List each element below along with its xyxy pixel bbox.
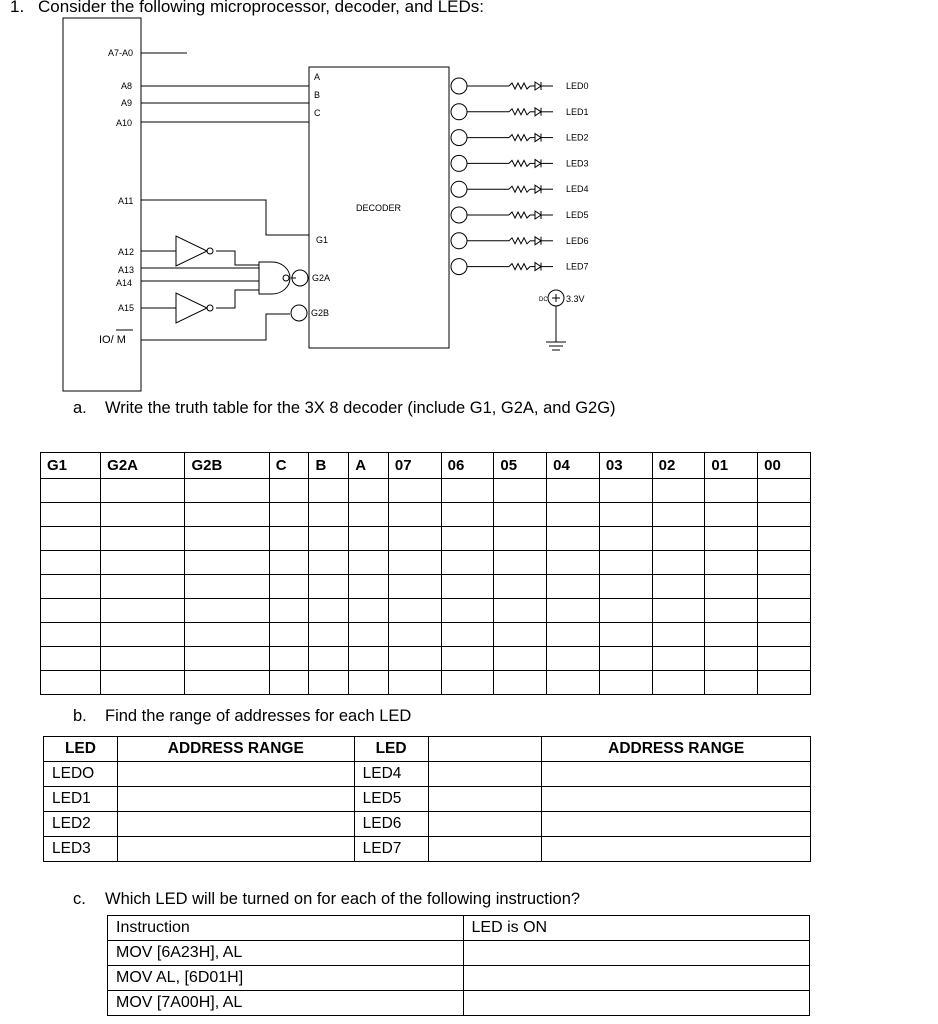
- header-address-range-left: ADDRESS RANGE: [117, 737, 354, 762]
- address-range-input[interactable]: [117, 762, 354, 787]
- instruction-table: [107, 915, 810, 1016]
- dc-label: DC: [539, 297, 548, 303]
- output-bubble: [451, 207, 467, 223]
- truth-cell-input[interactable]: [349, 527, 389, 551]
- address-range-input[interactable]: [117, 787, 354, 812]
- led-right-cell: LED7: [354, 837, 428, 862]
- decoder-in-a: A: [314, 72, 321, 82]
- part-c-letter: c.: [73, 890, 86, 908]
- truth-cell-input[interactable]: [41, 647, 101, 671]
- truth-cell-input[interactable]: [41, 479, 101, 503]
- truth-cell-input[interactable]: [494, 671, 547, 695]
- resistor-icon: [509, 238, 530, 244]
- truth-cell-input[interactable]: [547, 599, 600, 623]
- instruction-table-header: [108, 916, 810, 941]
- truth-cell-input[interactable]: [309, 551, 349, 575]
- truth-row: [41, 551, 811, 575]
- diode-icon: [535, 108, 541, 116]
- output-bubble: [451, 259, 467, 275]
- decoder-in-c: C: [314, 108, 321, 118]
- truth-cell-input[interactable]: [599, 599, 652, 623]
- blank-cell[interactable]: [428, 787, 542, 812]
- led-left-cell: LEDO: [44, 762, 118, 787]
- truth-header-04: 04: [547, 453, 600, 479]
- truth-cell-input[interactable]: [309, 623, 349, 647]
- diode-icon: [535, 263, 541, 271]
- led-row: [451, 207, 589, 223]
- truth-cell-input[interactable]: [652, 599, 705, 623]
- led-row: [451, 233, 589, 249]
- truth-cell-input[interactable]: [349, 503, 389, 527]
- truth-cell-input[interactable]: [41, 551, 101, 575]
- truth-cell-input[interactable]: [309, 479, 349, 503]
- led-right-cell: LED5: [354, 787, 428, 812]
- truth-cell-input[interactable]: [185, 575, 269, 599]
- diode-icon: [535, 159, 541, 167]
- header-instruction: Instruction: [108, 916, 464, 941]
- truth-cell-input[interactable]: [101, 479, 185, 503]
- truth-cell-input[interactable]: [101, 527, 185, 551]
- truth-cell-input[interactable]: [494, 599, 547, 623]
- part-b-letter: b.: [73, 707, 87, 725]
- truth-cell-input[interactable]: [185, 527, 269, 551]
- g2b-input-bubble: [291, 305, 307, 321]
- part-a-letter: a.: [73, 399, 87, 417]
- truth-cell-input[interactable]: [494, 623, 547, 647]
- truth-cell-input[interactable]: [547, 551, 600, 575]
- truth-cell-input[interactable]: [269, 551, 309, 575]
- led-row: [451, 104, 589, 120]
- truth-cell-input[interactable]: [758, 599, 811, 623]
- resistor-icon: [509, 264, 530, 270]
- truth-cell-input[interactable]: [652, 671, 705, 695]
- truth-header-b: B: [309, 453, 349, 479]
- and-gate: [259, 262, 290, 294]
- led-label-3: LED3: [566, 158, 589, 169]
- truth-cell-input[interactable]: [309, 647, 349, 671]
- truth-cell-input[interactable]: [758, 503, 811, 527]
- header-led-right: LED: [354, 737, 428, 762]
- truth-table: [40, 452, 811, 695]
- truth-cell-input[interactable]: [652, 647, 705, 671]
- truth-cell-input[interactable]: [705, 551, 758, 575]
- instruction-cell: MOV AL, [6D01H]: [108, 966, 464, 991]
- truth-cell-input[interactable]: [269, 527, 309, 551]
- decoder-g2a: G2A: [312, 273, 331, 283]
- truth-cell-input[interactable]: [388, 599, 441, 623]
- truth-row: [41, 623, 811, 647]
- diode-icon: [535, 237, 541, 245]
- truth-cell-input[interactable]: [269, 479, 309, 503]
- truth-cell-input[interactable]: [494, 551, 547, 575]
- truth-table-header: [41, 453, 811, 479]
- truth-cell-input[interactable]: [758, 647, 811, 671]
- truth-cell-input[interactable]: [758, 527, 811, 551]
- truth-cell-input[interactable]: [652, 623, 705, 647]
- address-range-input[interactable]: [542, 812, 811, 837]
- led-row: [451, 259, 589, 275]
- truth-header-g1: G1: [41, 453, 101, 479]
- truth-cell-input[interactable]: [441, 479, 494, 503]
- truth-cell-input[interactable]: [599, 671, 652, 695]
- pin-a15: A15: [118, 303, 135, 313]
- truth-cell-input[interactable]: [349, 551, 389, 575]
- output-bubble: [451, 104, 467, 120]
- truth-cell-input[interactable]: [599, 647, 652, 671]
- truth-cell-input[interactable]: [758, 623, 811, 647]
- inverter-a15: [176, 293, 207, 323]
- truth-cell-input[interactable]: [269, 503, 309, 527]
- truth-cell-input[interactable]: [599, 527, 652, 551]
- truth-header-00: 00: [758, 453, 811, 479]
- truth-cell-input[interactable]: [652, 575, 705, 599]
- truth-cell-input[interactable]: [547, 671, 600, 695]
- question-text: Consider the following microprocessor, decoder, and LEDs:: [38, 0, 485, 16]
- pin-a13: A13: [118, 265, 135, 275]
- diode-icon: [535, 82, 541, 90]
- part-a-text: Write the truth table for the 3X 8 decoder (include G1, G2A, and G2G): [105, 399, 616, 417]
- truth-cell-input[interactable]: [599, 575, 652, 599]
- truth-row: [41, 527, 811, 551]
- truth-cell-input[interactable]: [547, 479, 600, 503]
- address-range-input[interactable]: [542, 762, 811, 787]
- circuit-diagram: [0, 0, 938, 430]
- truth-cell-input[interactable]: [547, 527, 600, 551]
- truth-cell-input[interactable]: [547, 647, 600, 671]
- address-range-input[interactable]: [117, 812, 354, 837]
- led-answer-input[interactable]: [463, 941, 809, 966]
- truth-cell-input[interactable]: [101, 599, 185, 623]
- resistor-icon: [509, 83, 530, 89]
- truth-cell-input[interactable]: [599, 503, 652, 527]
- truth-cell-input[interactable]: [441, 671, 494, 695]
- inverters: [176, 236, 213, 323]
- truth-cell-input[interactable]: [494, 479, 547, 503]
- truth-cell-input[interactable]: [547, 623, 600, 647]
- dc-source: [546, 290, 566, 350]
- question-number: 1.: [10, 0, 25, 16]
- truth-cell-input[interactable]: [41, 599, 101, 623]
- led-row: [451, 181, 589, 197]
- truth-cell-input[interactable]: [388, 479, 441, 503]
- output-bubble: [451, 233, 467, 249]
- truth-cell-input[interactable]: [388, 551, 441, 575]
- truth-cell-input[interactable]: [185, 503, 269, 527]
- address-row: [44, 812, 811, 837]
- truth-header-05: 05: [494, 453, 547, 479]
- truth-cell-input[interactable]: [101, 647, 185, 671]
- truth-header-03: 03: [599, 453, 652, 479]
- truth-header-06: 06: [441, 453, 494, 479]
- truth-cell-input[interactable]: [349, 623, 389, 647]
- truth-cell-input[interactable]: [652, 527, 705, 551]
- led-label-5: LED5: [566, 210, 589, 220]
- truth-cell-input[interactable]: [441, 647, 494, 671]
- instruction-row: [108, 991, 810, 1016]
- truth-cell-input[interactable]: [758, 575, 811, 599]
- truth-cell-input[interactable]: [388, 671, 441, 695]
- truth-row: [41, 647, 811, 671]
- truth-cell-input[interactable]: [269, 575, 309, 599]
- truth-cell-input[interactable]: [441, 551, 494, 575]
- truth-cell-input[interactable]: [599, 479, 652, 503]
- address-table-header: [44, 737, 811, 762]
- truth-cell-input[interactable]: [441, 503, 494, 527]
- part-a-prompt: [73, 399, 616, 418]
- truth-cell-input[interactable]: [705, 623, 758, 647]
- truth-row: [41, 503, 811, 527]
- truth-cell-input[interactable]: [269, 599, 309, 623]
- truth-cell-input[interactable]: [185, 623, 269, 647]
- diode-icon: [535, 134, 541, 142]
- truth-cell-input[interactable]: [705, 479, 758, 503]
- truth-cell-input[interactable]: [388, 503, 441, 527]
- truth-cell-input[interactable]: [652, 479, 705, 503]
- led-label-2: LED2: [566, 132, 589, 143]
- led-row: [451, 155, 589, 171]
- instruction-cell: MOV [6A23H], AL: [108, 941, 464, 966]
- resistor-icon: [509, 109, 530, 115]
- truth-header-07: 07: [388, 453, 441, 479]
- truth-cell-input[interactable]: [185, 647, 269, 671]
- truth-cell-input[interactable]: [349, 671, 389, 695]
- truth-cell-input[interactable]: [101, 623, 185, 647]
- truth-cell-input[interactable]: [705, 527, 758, 551]
- truth-cell-input[interactable]: [758, 671, 811, 695]
- truth-cell-input[interactable]: [269, 623, 309, 647]
- truth-cell-input[interactable]: [41, 503, 101, 527]
- truth-cell-input[interactable]: [441, 599, 494, 623]
- truth-cell-input[interactable]: [547, 503, 600, 527]
- truth-cell-input[interactable]: [309, 671, 349, 695]
- diode-icon: [535, 185, 541, 193]
- part-b-text: Find the range of addresses for each LED: [105, 707, 412, 725]
- address-range-table: [43, 736, 811, 862]
- led-answer-input[interactable]: [463, 966, 809, 991]
- truth-cell-input[interactable]: [269, 671, 309, 695]
- inverter-a12: [176, 236, 207, 266]
- truth-cell-input[interactable]: [705, 671, 758, 695]
- part-b-prompt: [73, 707, 411, 726]
- truth-cell-input[interactable]: [494, 503, 547, 527]
- led-label-7: LED7: [566, 261, 589, 272]
- truth-header-a: A: [349, 453, 389, 479]
- instruction-cell: MOV [7A00H], AL: [108, 991, 464, 1016]
- led-left-cell: LED2: [44, 812, 118, 837]
- truth-cell-input[interactable]: [309, 599, 349, 623]
- led-outputs: [451, 78, 589, 275]
- part-c-prompt: [73, 890, 580, 909]
- led-left-cell: LED1: [44, 787, 118, 812]
- truth-row: [41, 671, 811, 695]
- led-right-cell: LED6: [354, 812, 428, 837]
- truth-cell-input[interactable]: [41, 575, 101, 599]
- truth-cell-input[interactable]: [269, 647, 309, 671]
- truth-cell-input[interactable]: [705, 503, 758, 527]
- pin-a8: A8: [121, 81, 133, 91]
- pin-a14: A14: [116, 278, 133, 288]
- decoder-g2b: G2B: [311, 308, 330, 318]
- truth-header-02: 02: [652, 453, 705, 479]
- truth-cell-input[interactable]: [185, 551, 269, 575]
- truth-cell-input[interactable]: [349, 575, 389, 599]
- truth-cell-input[interactable]: [349, 647, 389, 671]
- address-row: [44, 762, 811, 787]
- truth-header-c: C: [269, 453, 309, 479]
- wires: [141, 53, 309, 340]
- decoder-label: DECODER: [356, 203, 402, 213]
- pin-a10: A10: [116, 118, 133, 128]
- resistor-icon: [509, 135, 530, 141]
- truth-header-g2a: G2A: [101, 453, 185, 479]
- truth-cell-input[interactable]: [185, 599, 269, 623]
- truth-cell-input[interactable]: [388, 575, 441, 599]
- header-led-is-on: LED is ON: [463, 916, 809, 941]
- decoder-in-b: B: [314, 90, 321, 100]
- truth-cell-input[interactable]: [494, 647, 547, 671]
- header-led-left: LED: [44, 737, 118, 762]
- truth-cell-input[interactable]: [758, 551, 811, 575]
- instruction-row: [108, 966, 810, 991]
- truth-cell-input[interactable]: [494, 527, 547, 551]
- pin-a11: A11: [118, 196, 134, 206]
- led-left-cell: LED3: [44, 837, 118, 862]
- resistor-icon: [509, 212, 530, 218]
- truth-cell-input[interactable]: [349, 599, 389, 623]
- led-answer-input[interactable]: [463, 991, 809, 1016]
- truth-cell-input[interactable]: [309, 575, 349, 599]
- output-bubble: [451, 78, 467, 94]
- truth-cell-input[interactable]: [652, 503, 705, 527]
- header-address-range-right: ADDRESS RANGE: [542, 737, 811, 762]
- truth-cell-input[interactable]: [185, 671, 269, 695]
- truth-cell-input[interactable]: [494, 575, 547, 599]
- truth-row: [41, 599, 811, 623]
- truth-cell-input[interactable]: [101, 575, 185, 599]
- instruction-row: [108, 941, 810, 966]
- truth-cell-input[interactable]: [758, 479, 811, 503]
- truth-cell-input[interactable]: [547, 575, 600, 599]
- blank-cell[interactable]: [428, 837, 542, 862]
- truth-cell-input[interactable]: [652, 551, 705, 575]
- truth-row: [41, 479, 811, 503]
- truth-cell-input[interactable]: [599, 623, 652, 647]
- truth-header-g2b: G2B: [185, 453, 269, 479]
- pin-io-m: IO/ M: [99, 334, 126, 346]
- output-bubble: [451, 181, 467, 197]
- resistor-icon: [509, 186, 530, 192]
- address-row: [44, 787, 811, 812]
- truth-cell-input[interactable]: [101, 503, 185, 527]
- truth-row: [41, 575, 811, 599]
- pin-a7-a0: A7-A0: [108, 48, 134, 58]
- truth-cell-input[interactable]: [388, 647, 441, 671]
- pin-a9: A9: [121, 98, 133, 108]
- truth-cell-input[interactable]: [185, 479, 269, 503]
- truth-cell-input[interactable]: [388, 527, 441, 551]
- truth-cell-input[interactable]: [705, 599, 758, 623]
- led-label-0: LED0: [566, 81, 589, 91]
- led-label-4: LED4: [566, 184, 589, 195]
- diode-icon: [535, 211, 541, 219]
- truth-cell-input[interactable]: [599, 551, 652, 575]
- truth-header-01: 01: [705, 453, 758, 479]
- led-right-cell: LED4: [354, 762, 428, 787]
- led-label-1: LED1: [566, 106, 589, 117]
- truth-cell-input[interactable]: [705, 575, 758, 599]
- truth-cell-input[interactable]: [388, 623, 441, 647]
- truth-cell-input[interactable]: [41, 623, 101, 647]
- resistor-icon: [509, 160, 530, 166]
- led-row: [451, 78, 589, 94]
- address-row: [44, 837, 811, 862]
- truth-cell-input[interactable]: [309, 503, 349, 527]
- truth-cell-input[interactable]: [441, 527, 494, 551]
- address-range-input[interactable]: [117, 837, 354, 862]
- truth-cell-input[interactable]: [41, 671, 101, 695]
- pin-a12: A12: [118, 247, 135, 257]
- truth-cell-input[interactable]: [441, 575, 494, 599]
- truth-cell-input[interactable]: [705, 647, 758, 671]
- led-row: [451, 130, 589, 146]
- truth-cell-input[interactable]: [441, 623, 494, 647]
- part-c-text: Which LED will be turned on for each of the following instruction?: [105, 890, 581, 908]
- address-range-input[interactable]: [542, 787, 811, 812]
- header-blank: [428, 737, 542, 762]
- address-range-input[interactable]: [542, 837, 811, 862]
- truth-cell-input[interactable]: [309, 527, 349, 551]
- output-bubble: [451, 130, 467, 146]
- led-label-6: LED6: [566, 235, 589, 246]
- truth-cell-input[interactable]: [349, 479, 389, 503]
- truth-cell-input[interactable]: [101, 551, 185, 575]
- blank-cell[interactable]: [428, 812, 542, 837]
- blank-cell[interactable]: [428, 762, 542, 787]
- truth-cell-input[interactable]: [41, 527, 101, 551]
- voltage-label: 3.3V: [566, 294, 585, 304]
- decoder-g1: G1: [316, 235, 329, 245]
- and-gate-bubble: [283, 275, 289, 281]
- output-bubble: [451, 155, 467, 171]
- truth-cell-input[interactable]: [101, 671, 185, 695]
